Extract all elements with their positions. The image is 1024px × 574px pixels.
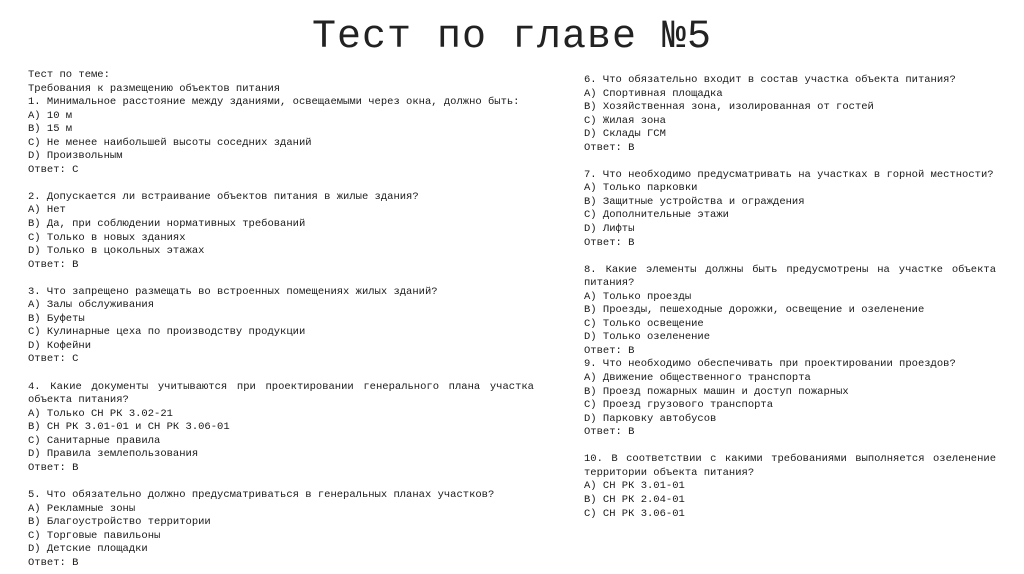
answer-option: D) Правила землепользования [28, 448, 199, 461]
answer-option: C) Только в новых зданиях [28, 231, 186, 244]
correct-answer: Ответ: B [584, 426, 635, 439]
question-text: 2. Допускается ли встраивание объектов питания в жилые здания? [28, 190, 419, 203]
answer-option: B) Да, при соблюдении нормативных требований [28, 218, 306, 231]
answer-option: D) Склады ГСМ [584, 128, 666, 141]
answer-option: C) СН РК 3.06-01 [584, 507, 685, 520]
page-title: Тест по главе №5 [311, 15, 713, 60]
question-text: 7. Что необходимо предусматривать на участках в горной местности? [584, 168, 994, 181]
question-text: 5. Что обязательно должно предусматриваться в генеральных планах участков? [28, 488, 495, 501]
answer-option: A) Только СН РК 3.02-21 [28, 407, 173, 420]
correct-answer: Ответ: B [584, 344, 635, 357]
answer-option: C) Только освещение [584, 317, 704, 330]
question-block [28, 489, 534, 570]
question-block [584, 358, 996, 439]
answer-option: B) Проезд пожарных машин и доступ пожарных [584, 385, 849, 398]
answer-option: C) Санитарные правила [28, 434, 161, 447]
question-text: 1. Минимальное расстояние между зданиями, освещаемыми через окна, должно быть: [28, 96, 520, 109]
answer-option: A) Только парковки [584, 182, 698, 195]
correct-answer: Ответ: B [28, 556, 79, 569]
answer-option: B) Благоустройство территории [28, 516, 211, 529]
header-line: Требования к размещению объектов питания [28, 82, 281, 95]
correct-answer: Ответ: B [28, 258, 79, 271]
correct-answer: Ответ: B [584, 141, 635, 154]
question-text: 3. Что запрещено размещать во встроенных помещениях жилых зданий? [28, 285, 438, 298]
question-block [28, 191, 534, 272]
answer-option: A) СН РК 3.01-01 [584, 480, 685, 493]
question-block [28, 381, 534, 476]
question-block [584, 453, 996, 521]
question-block [584, 74, 996, 155]
answer-option: B) Буфеты [28, 312, 85, 325]
answer-option: B) Хозяйственная зона, изолированная от гостей [584, 101, 874, 114]
question-text: 9. Что необходимо обеспечивать при проектировании проездов? [584, 358, 956, 371]
answer-option: C) Проезд грузового транспорта [584, 399, 774, 412]
answer-option: C) Дополнительные этажи [584, 209, 729, 222]
question-text: 6. Что обязательно входит в состав участка объекта питания? [584, 74, 956, 86]
correct-answer: Ответ: B [584, 236, 635, 249]
question-block [584, 169, 996, 250]
answer-option: A) Только проезды [584, 290, 692, 303]
answer-option: D) Парковку автобусов [584, 412, 717, 425]
answer-option: A) Движение общественного транспорта [584, 372, 811, 385]
question-block [28, 96, 534, 177]
question-block [28, 286, 534, 367]
question-block [584, 264, 996, 359]
answer-option: A) Спортивная площадка [584, 87, 723, 100]
answer-option: C) Жилая зона [584, 114, 666, 127]
header-line: Тест по теме: [28, 69, 110, 81]
answer-option: B) СН РК 3.01-01 и СН РК 3.06-01 [28, 421, 230, 434]
correct-answer: Ответ: C [28, 353, 79, 366]
answer-option: A) 10 м [28, 109, 73, 122]
answer-option: D) Лифты [584, 223, 635, 236]
answer-option: D) Произвольным [28, 150, 123, 163]
right-column [584, 74, 996, 574]
answer-option: A) Рекламные зоны [28, 502, 136, 515]
answer-option: B) СН РК 2.04-01 [584, 493, 685, 506]
question-text: 4. Какие документы учитываются при проектировании генерального плана участка объекта питания? [28, 380, 534, 407]
correct-answer: Ответ: C [28, 163, 79, 176]
answer-option: D) Детские площадки [28, 543, 148, 556]
answer-option: B) 15 м [28, 123, 73, 136]
answer-option: C) Торговые павильоны [28, 529, 161, 542]
answer-option: C) Не менее наибольшей высоты соседних зданий [28, 136, 312, 149]
left-column [28, 69, 534, 574]
answer-option: A) Залы обслуживания [28, 299, 155, 312]
correct-answer: Ответ: B [28, 461, 79, 474]
answer-option: D) Только в цокольных этажах [28, 245, 205, 258]
question-text: 10. В соответствии с какими требованиями выполняется озеленение территории объекта питания? [584, 453, 996, 479]
answer-option: D) Только озеленение [584, 331, 711, 344]
answer-option: C) Кулинарные цеха по производству продукции [28, 326, 306, 339]
question-text: 8. Какие элементы должны быть предусмотрены на участке объекта питания? [584, 263, 996, 290]
answer-option: A) Нет [28, 204, 66, 217]
answer-option: B) Проезды, пешеходные дорожки, освещение и озеленение [584, 304, 925, 317]
answer-option: B) Защитные устройства и ограждения [584, 195, 805, 208]
answer-option: D) Кофейни [28, 339, 92, 352]
